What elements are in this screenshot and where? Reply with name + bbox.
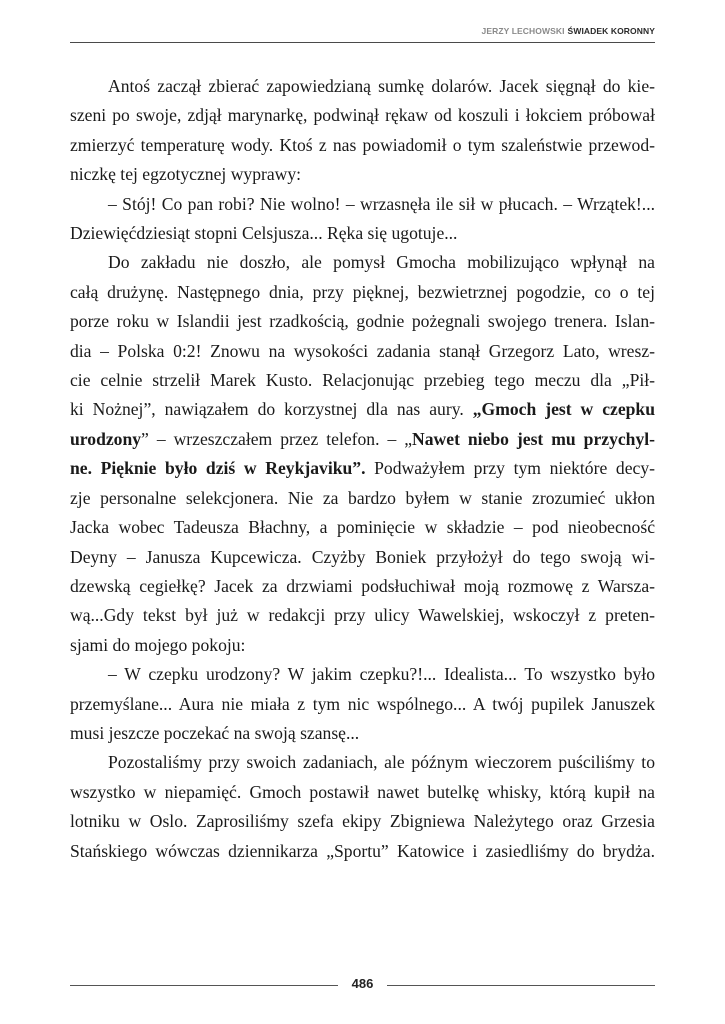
text-line: dia – Polska 0:2! Znowu na wysokości zadania stanął Grzegorz Lato, wresz- (70, 340, 655, 361)
text-line: Jacka wobec Tadeusza Błachny, a pominięcie w składzie – pod nieobecność (70, 517, 655, 538)
text-line: – W czepku urodzony? W jakim czepku?!... Idealista... To wszystko było (108, 664, 655, 685)
text-line: Antoś zaczął zbierać zapowiedzianą sumkę dolarów. Jacek sięgnął do kie- (108, 76, 655, 96)
text-line: szeni po swoje, zdjął marynarkę, podwinął rękaw od koszuli i łokciem próbował (70, 105, 655, 126)
text-line: Do zakładu nie doszło, ale pomysł Gmocha mobilizująco wpłynął na (108, 252, 655, 273)
text-line: przemyślane... Aura nie miała z tym nic wspólnego... A twój pupilek Januszek (70, 693, 655, 714)
text-line: Dziewięćdziesiąt stopni Celsjusza... Ręka się ugotuje... (70, 223, 458, 244)
text-line: lotniku w Oslo. Zaprosiliśmy szefa ekipy Zbigniewa Należytego oraz Grzesia (70, 811, 655, 832)
text-line: Deyny – Janusza Kupcewicza. Czyżby Boniek przyłożył do tego swoją wi- (70, 546, 655, 567)
text-line: sjami do mojego pokoju: (70, 634, 246, 655)
bold-quote: urodzony (70, 428, 142, 449)
header-rule (70, 42, 655, 43)
text-line: całą drużynę. Następnego dnia, przy pięknej, bezwietrznej pogodzie, co o tej (70, 281, 655, 302)
text-line: dzewską cegiełkę? Jacek za drzwiami podsłuchiwał moją rozmowę z Warsza- (70, 575, 655, 596)
text-line (70, 395, 655, 424)
page-body (70, 72, 655, 866)
text-line (70, 454, 655, 483)
bold-quote: Nawet niebo jest mu przychyl- (412, 428, 656, 449)
text-run: ki Nożnej”, nawiązałem do korzystnej dla nas aury. (70, 399, 473, 420)
text-line: zje personalne selekcjonera. Nie za bardzo byłem w stanie zrozumieć ukłon (70, 487, 655, 508)
text-line: niczkę tej egzotycznej wyprawy: (70, 164, 302, 185)
text-line: wszystko w niepamięć. Gmoch postawił nawet butelkę whisky, którą kupił na (70, 781, 655, 802)
running-head (70, 26, 655, 36)
running-head-author: JERZY LECHOWSKI (481, 26, 565, 36)
text-line: cie celnie strzelił Marek Kusto. Relacjonując przebieg tego meczu dla „Pił- (70, 370, 655, 391)
text-line (70, 425, 655, 454)
text-run: ” – wrzeszczałem przez telefon. – „ (141, 428, 413, 449)
text-line: Pozostaliśmy przy swoich zadaniach, ale późnym wieczorem puściliśmy to (108, 752, 655, 773)
text-line: zmierzyć temperaturę wody. Ktoś z nas powiadomił o tym szaleństwie przewod- (70, 134, 655, 155)
page-footer (70, 975, 655, 995)
bold-quote: „Gmoch jest w czepku (472, 399, 655, 420)
page-number: 486 (351, 976, 374, 991)
text-line: musi jeszcze poczekać na swoją szansę... (70, 722, 360, 743)
text-line: porze roku w Islandii jest rzadkością, godnie pożegnali swojego trenera. Islan- (70, 311, 655, 332)
bold-quote: ne. Pięknie było dziś w Reykjaviku”. (70, 458, 366, 479)
text-run: Podważyłem przy tym niektóre decy- (365, 458, 655, 479)
text-line: – Stój! Co pan robi? Nie wolno! – wrzasnęła ile sił w płucach. – Wrzątek!... (108, 193, 655, 214)
running-head-title: ŚWIADEK KORONNY (567, 26, 655, 36)
footer-rule-right (387, 985, 655, 986)
text-line: wą...Gdy tekst był już w redakcji przy ulicy Wawelskiej, wskoczył z preten- (70, 605, 655, 626)
text-line: Stańskiego wówczas dziennikarza „Sportu” Katowice i zasiedliśmy do brydża. (70, 840, 655, 861)
